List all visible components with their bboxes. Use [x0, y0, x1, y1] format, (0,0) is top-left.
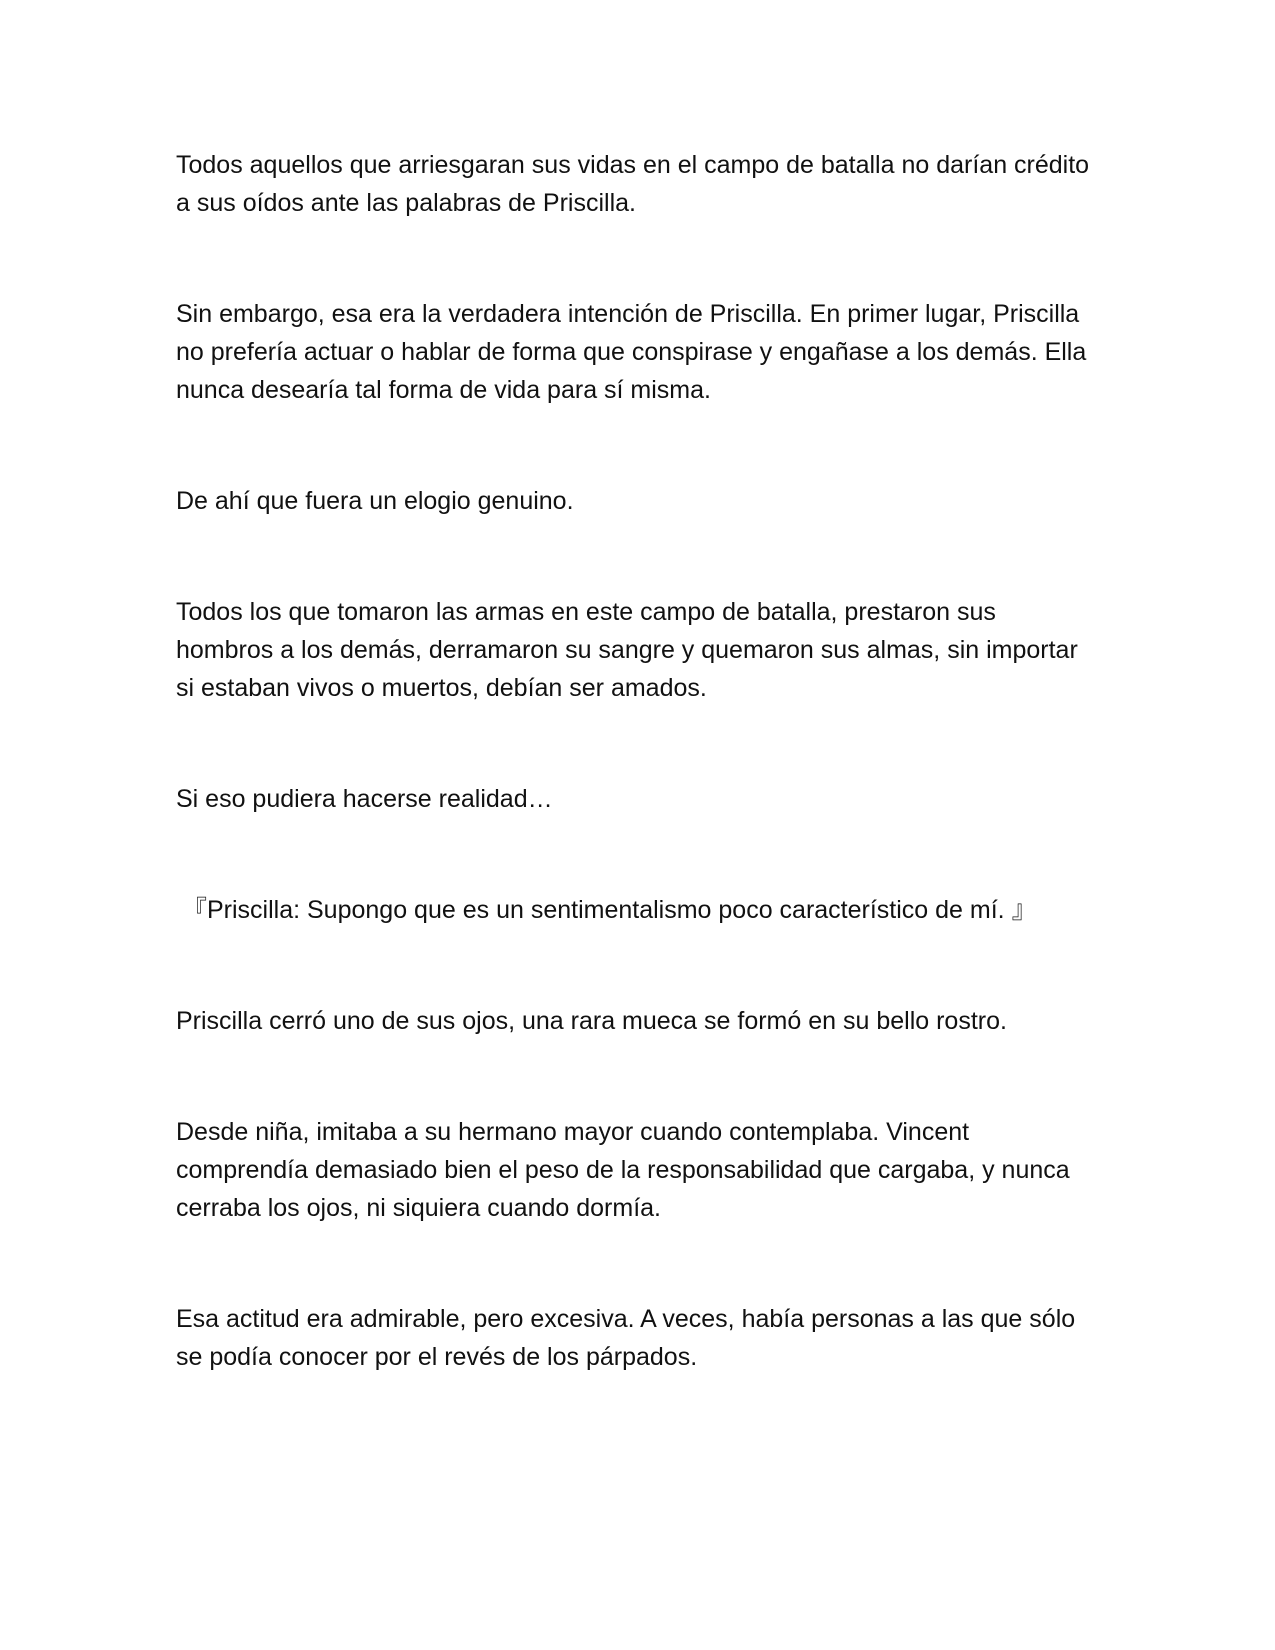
- paragraph: Desde niña, imitaba a su hermano mayor cuando contemplaba. Vincent comprendía demasiado bien el peso de la responsabilidad que cargaba, y nunca cerraba los ojos, ni siquiera cuando dormía.: [176, 1118, 1070, 1222]
- paragraph: Si eso pudiera hacerse realidad…: [176, 785, 553, 813]
- paragraph: Priscilla cerró uno de sus ojos, una rara mueca se formó en su bello rostro.: [176, 1007, 1007, 1035]
- paragraph: Todos los que tomaron las armas en este campo de batalla, prestaron sus hombros a los demás, derramaron su sangre y quemaron sus almas, sin importar si estaban vivos o muertos, debían ser amados.: [176, 598, 1078, 702]
- paragraph: Todos aquellos que arriesgaran sus vidas en el campo de batalla no darían crédito a sus oídos ante las palabras de Priscilla.: [176, 151, 1090, 217]
- dialogue-line: 『Priscilla: Supongo que es un sentimentalismo poco característico de mí. 』: [182, 896, 1037, 924]
- paragraph: De ahí que fuera un elogio genuino.: [176, 487, 574, 515]
- paragraph: Esa actitud era admirable, pero excesiva. A veces, había personas a las que sólo se podía conocer por el revés de los párpados.: [176, 1305, 1076, 1371]
- paragraph: Sin embargo, esa era la verdadera intención de Priscilla. En primer lugar, Priscilla no prefería actuar o hablar de forma que conspirase y engañase a los demás. Ella nunca desearía tal forma de vida para sí misma.: [176, 300, 1087, 404]
- document-body: [176, 146, 1096, 1376]
